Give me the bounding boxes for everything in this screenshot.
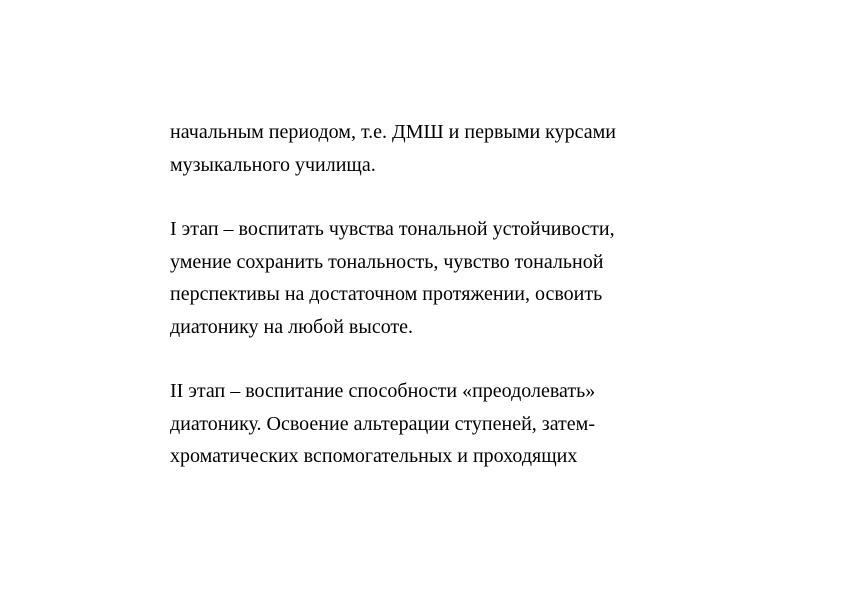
text-line: I этап – воспитать чувства тональной устойчивости, xyxy=(170,218,615,240)
text-line: диатонику. Освоение альтерации ступеней, затем- xyxy=(170,412,595,435)
text-line: диатонику на любой высоте. xyxy=(170,315,414,338)
text-line: перспективы на достаточном протяжении, освоить xyxy=(170,283,603,305)
body-text xyxy=(170,116,730,473)
paragraph-intro xyxy=(170,116,730,181)
text-line: умение сохранить тональность, чувство тональной xyxy=(170,250,604,273)
paragraph-stage-2 xyxy=(170,375,730,473)
text-line: II этап – воспитание способности «преодолевать» xyxy=(170,380,596,402)
text-line: начальным периодом, т.е. ДМШ и первыми курсами xyxy=(170,121,616,143)
paragraph-stage-1 xyxy=(170,213,730,343)
text-line: музыкального училища. xyxy=(170,153,376,176)
text-line: хроматических вспомогательных и проходящих xyxy=(170,445,578,467)
